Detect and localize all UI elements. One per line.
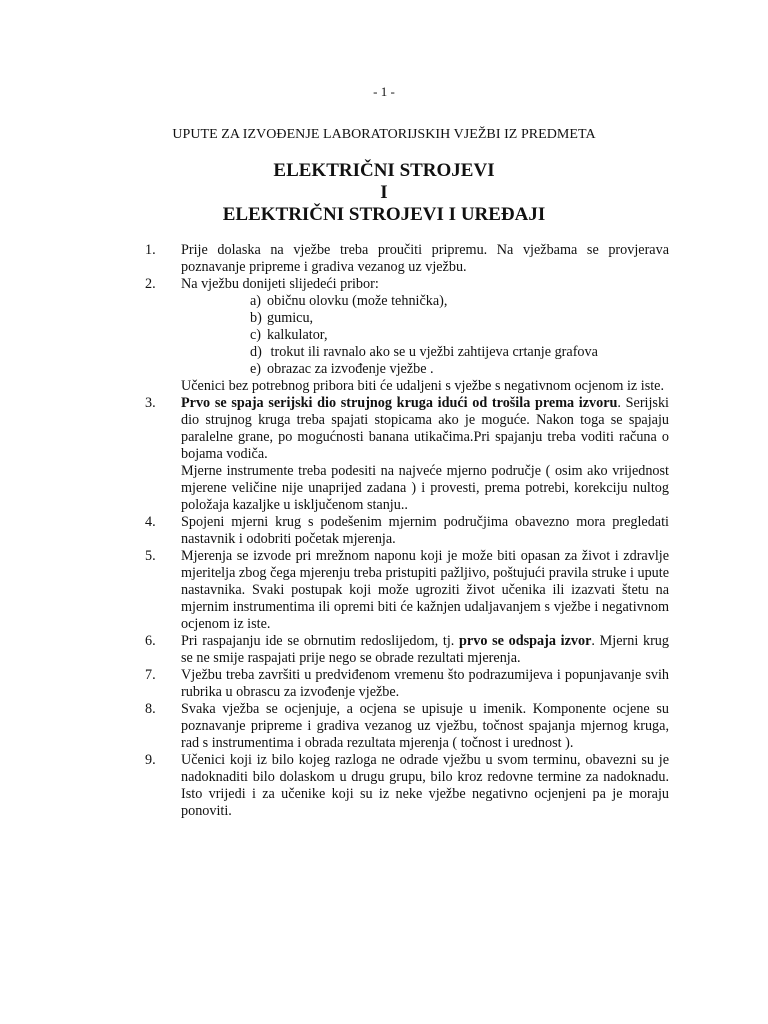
- item-number: 8.: [145, 701, 156, 717]
- item-text: [181, 395, 669, 463]
- subitem-letter: e): [250, 361, 262, 377]
- item-text-second: Mjerne instrumente treba podesiti na najveće mjerno područje ( osim ako vrijednost mjerene veličine nije unaprijed zadana ) i provesti, prema potrebi, korekciju nultog položaja kazaljke u isključenom stanju..: [181, 463, 669, 513]
- item-number: 3.: [145, 395, 156, 411]
- subitem-e: [181, 361, 669, 378]
- document-title: [0, 160, 768, 226]
- item-number: 7.: [145, 667, 156, 683]
- item-bold: prvo se odspaja izvor: [459, 633, 592, 649]
- item-text: Svaka vježba se ocjenjuje, a ocjena se upisuje u imenik. Komponente ocjene su poznavanje pripreme i gradiva vezanog uz vježbu, točnost spajanja mjernog kruga, rad s instrumentima i obrada rezultata mjerenja ( točnost i urednost ).: [181, 701, 669, 751]
- list-item-3: [145, 395, 669, 514]
- item-after-text: Učenici bez potrebnog pribora biti će udaljeni s vježbe s negativnom ocjenom iz iste.: [181, 378, 665, 394]
- item-text: Vježbu treba završiti u predviđenom vremenu što podrazumijeva i popunjavanje svih rubrika u obrascu za izvođenje vježbe.: [181, 667, 669, 700]
- item-number: 1.: [145, 242, 156, 258]
- list-item-2: [145, 276, 669, 395]
- list-item-5: [145, 548, 669, 633]
- subitem-letter: c): [250, 327, 262, 343]
- item-intro: Na vježbu donijeti slijedeći pribor:: [181, 276, 379, 292]
- title-line-1: ELEKTRIČNI STROJEVI: [273, 160, 495, 181]
- item-text-rest: . Mjerni krug se ne smije raspajati prije nego se obrade rezultati mjerenja.: [181, 633, 669, 666]
- item-bold-lead: Prvo se spaja serijski dio strujnog kruga idući od trošila prema izvoru: [181, 395, 618, 411]
- list-item-4: [145, 514, 669, 548]
- item-text: Mjerenja se izvode pri mrežnom naponu koji je može biti opasan za život i zdravlje mjeritelja zbog čega mjerenju treba pristupiti pažljivo, poštujući pravila struke i upute nastavnika. Svaki postupak koji može ugroziti život učenika ili izazvati štetu na mjernim instrumentima ili opremi biti će kažnjen udaljavanjem s vježbe i negativnom ocjenom iz iste.: [181, 548, 669, 632]
- subitem-letter: b): [250, 310, 262, 326]
- subitem-letter: d): [250, 344, 262, 360]
- item-text: Prije dolaska na vježbe treba proučiti pripremu. Na vježbama se provjerava poznavanje pripreme i gradiva vezanog uz vježbu.: [181, 242, 669, 275]
- item-text: Spojeni mjerni krug s podešenim mjernim područjima obavezno mora pregledati nastavnik i odobriti početak mjerenja.: [181, 514, 669, 547]
- subitem-d: [181, 344, 669, 361]
- subitem-c: [181, 327, 669, 344]
- subitem-b: [181, 310, 669, 327]
- item-number: 4.: [145, 514, 156, 530]
- subitem-letter: a): [250, 293, 262, 309]
- list-item-9: [145, 752, 669, 820]
- item-number: 6.: [145, 633, 156, 649]
- list-item-7: [145, 667, 669, 701]
- item-number: 9.: [145, 752, 156, 768]
- list-item-1: [145, 242, 669, 276]
- page-number: - 1 -: [373, 84, 395, 99]
- subitem-text: obrazac za izvođenje vježbe .: [267, 361, 434, 377]
- item-number: 2.: [145, 276, 156, 292]
- title-line-2: I: [380, 182, 388, 203]
- instructions-list: [145, 242, 669, 820]
- item-text: [181, 633, 669, 667]
- subitem-text: gumicu,: [267, 310, 314, 326]
- subitem-text: kalkulator,: [267, 327, 328, 343]
- item-text: Učenici koji iz bilo kojeg razloga ne odrade vježbu u svom terminu, obavezni su je nadoknaditi bilo dolaskom u drugu grupu, bilo kroz redovne termine za nadoknadu. Isto vrijedi i za učenike koji su iz neke vježbe negativno ocjenjeni pa je moraju ponoviti.: [181, 752, 669, 819]
- item-text-lead: Pri raspajanju ide se obrnutim redoslijedom, tj.: [181, 633, 460, 649]
- subitem-text: trokut ili ravnalo ako se u vježbi zahtijeva crtanje grafova: [267, 344, 598, 360]
- list-item-6: [145, 633, 669, 667]
- subitem-a: [181, 293, 669, 310]
- subitem-text: običnu olovku (može tehnička),: [267, 293, 448, 309]
- item-number: 5.: [145, 548, 156, 564]
- title-line-3: ELEKTRIČNI STROJEVI I UREĐAJI: [222, 204, 546, 225]
- item-text-rest: . Serijski dio strujnog kruga treba spajati stopicama ako je moguće. Nakon toga se spajaju paralelne grane, po mogućnosti banana utikačima.Pri spajanju treba voditi računa o bojama vodiča.: [181, 395, 669, 462]
- list-item-8: [145, 701, 669, 752]
- document-subtitle: UPUTE ZA IZVOĐENJE LABORATORIJSKIH VJEŽBI IZ PREDMETA: [172, 127, 596, 142]
